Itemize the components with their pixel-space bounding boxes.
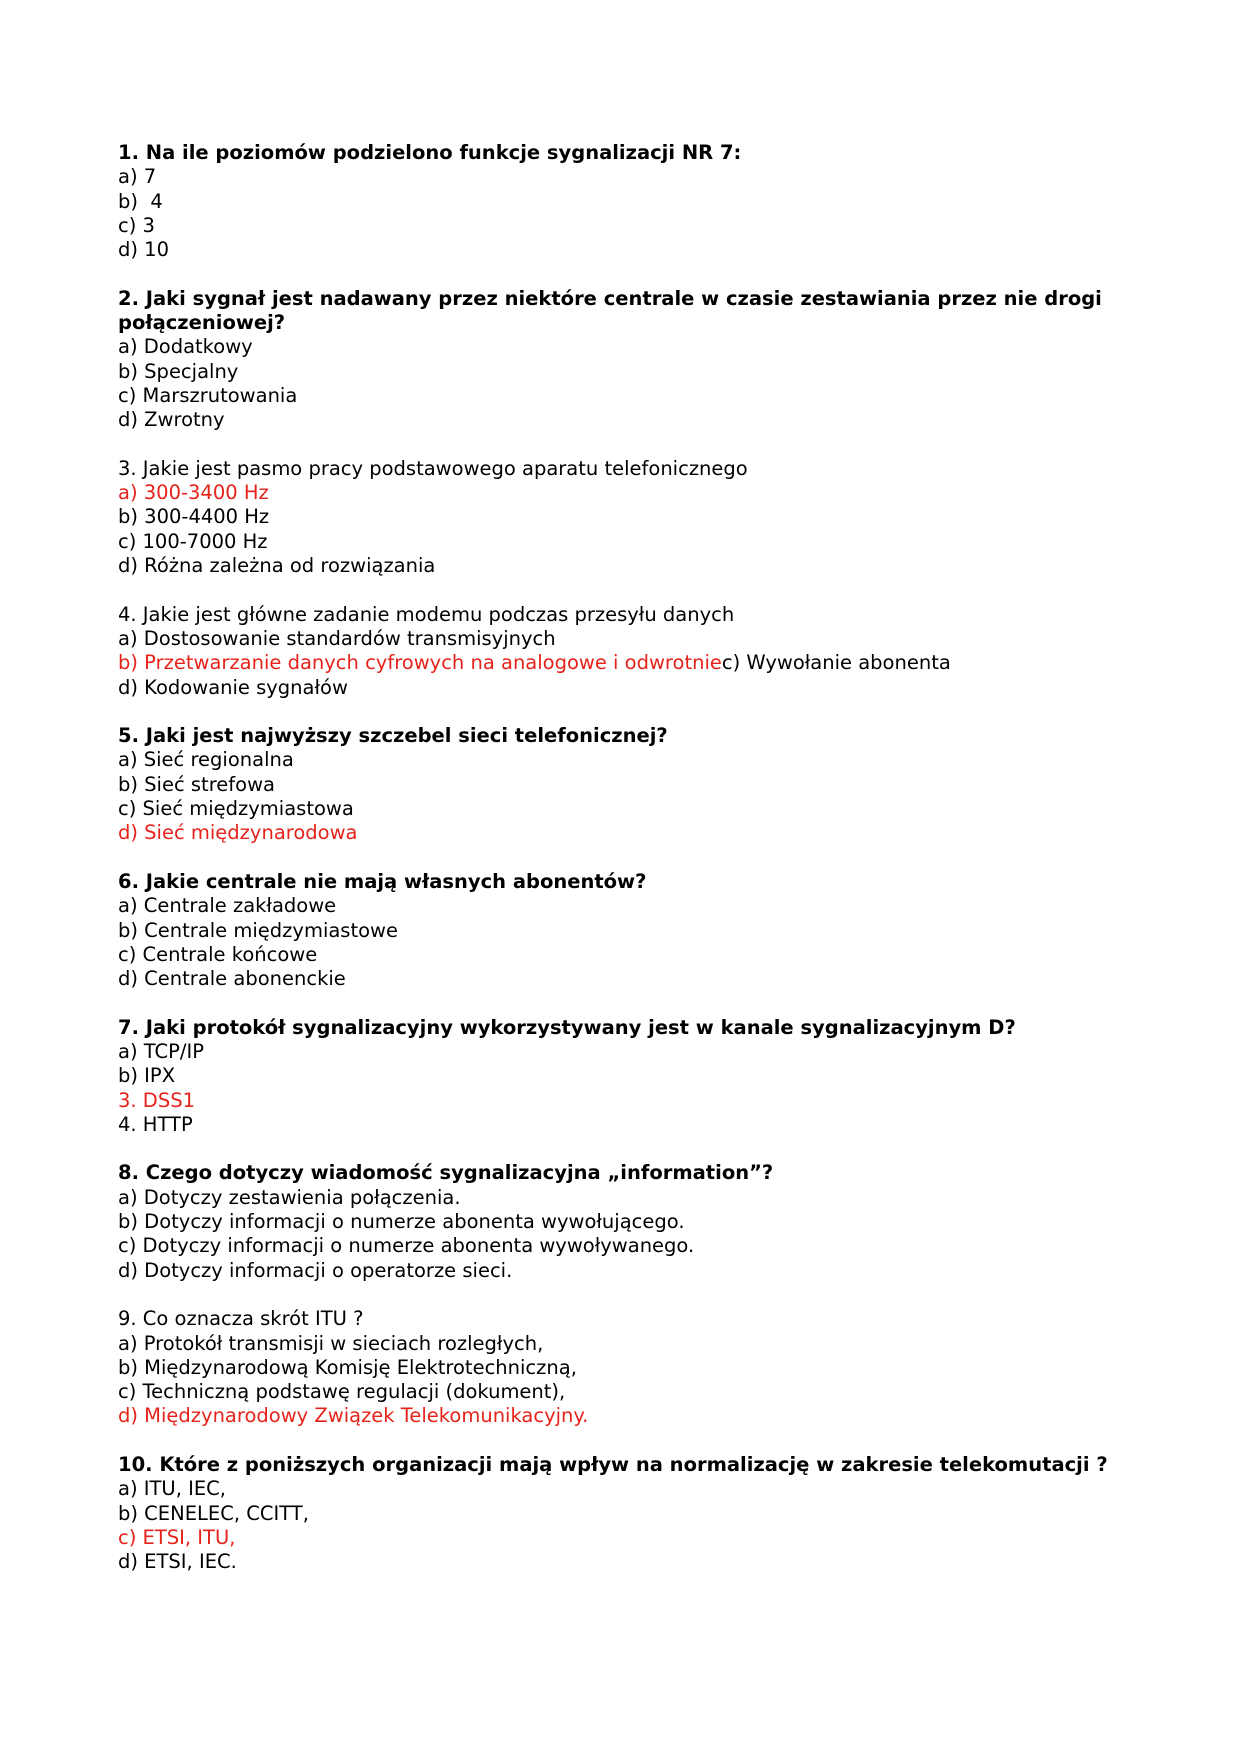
answer-option: d) ETSI, IEC. xyxy=(118,1550,237,1574)
answer-option: d) Zwrotny xyxy=(118,408,225,432)
answer-option: c) Dotyczy informacji o numerze abonenta wywoływanego. xyxy=(118,1234,695,1258)
answer-option: d) Centrale abonenckie xyxy=(118,967,346,991)
document-page xyxy=(118,141,1128,1599)
answer-option: a) TCP/IP xyxy=(118,1039,204,1063)
correct-answer-option: a) 300-3400 Hz xyxy=(118,481,269,505)
answer-option: a) Centrale zakładowe xyxy=(118,894,337,918)
answer-option: c) Centrale końcowe xyxy=(118,942,318,966)
answer-option-line xyxy=(118,651,1128,675)
answer-option: b) Sieć strefowa xyxy=(118,772,275,796)
answer-option: b) Specjalny xyxy=(118,359,239,383)
answer-option: b) Centrale międzymiastowe xyxy=(118,918,398,942)
question-title: 6. Jakie centrale nie mają własnych abonentów? xyxy=(118,869,647,893)
question-title: 2. Jaki sygnał jest nadawany przez niektóre centrale w czasie zestawiania przez nie drogi połączeniowej? xyxy=(118,286,1102,335)
answer-option: a) Dodatkowy xyxy=(118,335,253,359)
question-title: 8. Czego dotyczy wiadomość sygnalizacyjna „information”? xyxy=(118,1161,774,1185)
answer-option: a) Sieć regionalna xyxy=(118,748,294,772)
answer-option: b) CENELEC, CCITT, xyxy=(118,1501,309,1525)
answer-option: a) Dotyczy zestawienia połączenia. xyxy=(118,1185,461,1209)
answer-option: b) Dotyczy informacji o numerze abonenta wywołującego. xyxy=(118,1210,685,1234)
question-3 xyxy=(118,457,1128,578)
question-7 xyxy=(118,1016,1128,1137)
answer-option: c) Wywołanie abonenta xyxy=(721,651,951,675)
answer-option: b) 300-4400 Hz xyxy=(118,505,270,529)
question-title: 7. Jaki protokół sygnalizacyjny wykorzystywany jest w kanale sygnalizacyjnym D? xyxy=(118,1015,1016,1039)
question-title: 5. Jaki jest najwyższy szczebel sieci telefonicznej? xyxy=(118,724,668,748)
correct-answer-option: d) Międzynarodowy Związek Telekomunikacyjny. xyxy=(118,1404,589,1428)
answer-option: a) 7 xyxy=(118,165,157,189)
question-5 xyxy=(118,724,1128,845)
answer-option: d) Kodowanie sygnałów xyxy=(118,675,348,699)
question-10 xyxy=(118,1453,1128,1574)
question-4 xyxy=(118,603,1128,700)
question-9 xyxy=(118,1307,1128,1428)
question-8 xyxy=(118,1161,1128,1282)
answer-option: d) 10 xyxy=(118,238,169,262)
answer-option: a) Protokół transmisji w sieciach rozległych, xyxy=(118,1331,544,1355)
question-title: 10. Które z poniższych organizacji mają wpływ na normalizację w zakresie telekomutacji ? xyxy=(118,1453,1108,1477)
correct-answer-option: b) Przetwarzanie danych cyfrowych na analogowe i odwrotnie xyxy=(118,651,722,675)
question-title: 4. Jakie jest główne zadanie modemu podczas przesyłu danych xyxy=(118,602,735,626)
answer-option: c) Techniczną podstawę regulacji (dokument), xyxy=(118,1380,566,1404)
answer-option: d) Dotyczy informacji o operatorze sieci. xyxy=(118,1258,513,1282)
answer-option: b) IPX xyxy=(118,1064,176,1088)
question-2 xyxy=(118,287,1128,433)
answer-option: d) Różna zależna od rozwiązania xyxy=(118,554,436,578)
answer-option: b) Międzynarodową Komisję Elektrotechniczną, xyxy=(118,1355,577,1379)
question-title: 9. Co oznacza skrót ITU ? xyxy=(118,1307,364,1331)
correct-answer-option: 3. DSS1 xyxy=(118,1088,195,1112)
question-6 xyxy=(118,870,1128,991)
answer-option: b) 4 xyxy=(118,189,163,213)
answer-option: c) Sieć międzymiastowa xyxy=(118,797,354,821)
answer-option: c) 100-7000 Hz xyxy=(118,529,268,553)
answer-option: c) 3 xyxy=(118,213,155,237)
answer-option: 4. HTTP xyxy=(118,1112,193,1136)
answer-option: a) ITU, IEC, xyxy=(118,1477,226,1501)
question-title: 1. Na ile poziomów podzielono funkcje sygnalizacji NR 7: xyxy=(118,141,742,164)
question-1 xyxy=(118,141,1128,262)
correct-answer-option: c) ETSI, ITU, xyxy=(118,1525,236,1549)
question-title: 3. Jakie jest pasmo pracy podstawowego aparatu telefonicznego xyxy=(118,456,748,480)
answer-option: a) Dostosowanie standardów transmisyjnych xyxy=(118,626,556,650)
correct-answer-option: d) Sieć międzynarodowa xyxy=(118,821,358,845)
answer-option: c) Marszrutowania xyxy=(118,383,298,407)
